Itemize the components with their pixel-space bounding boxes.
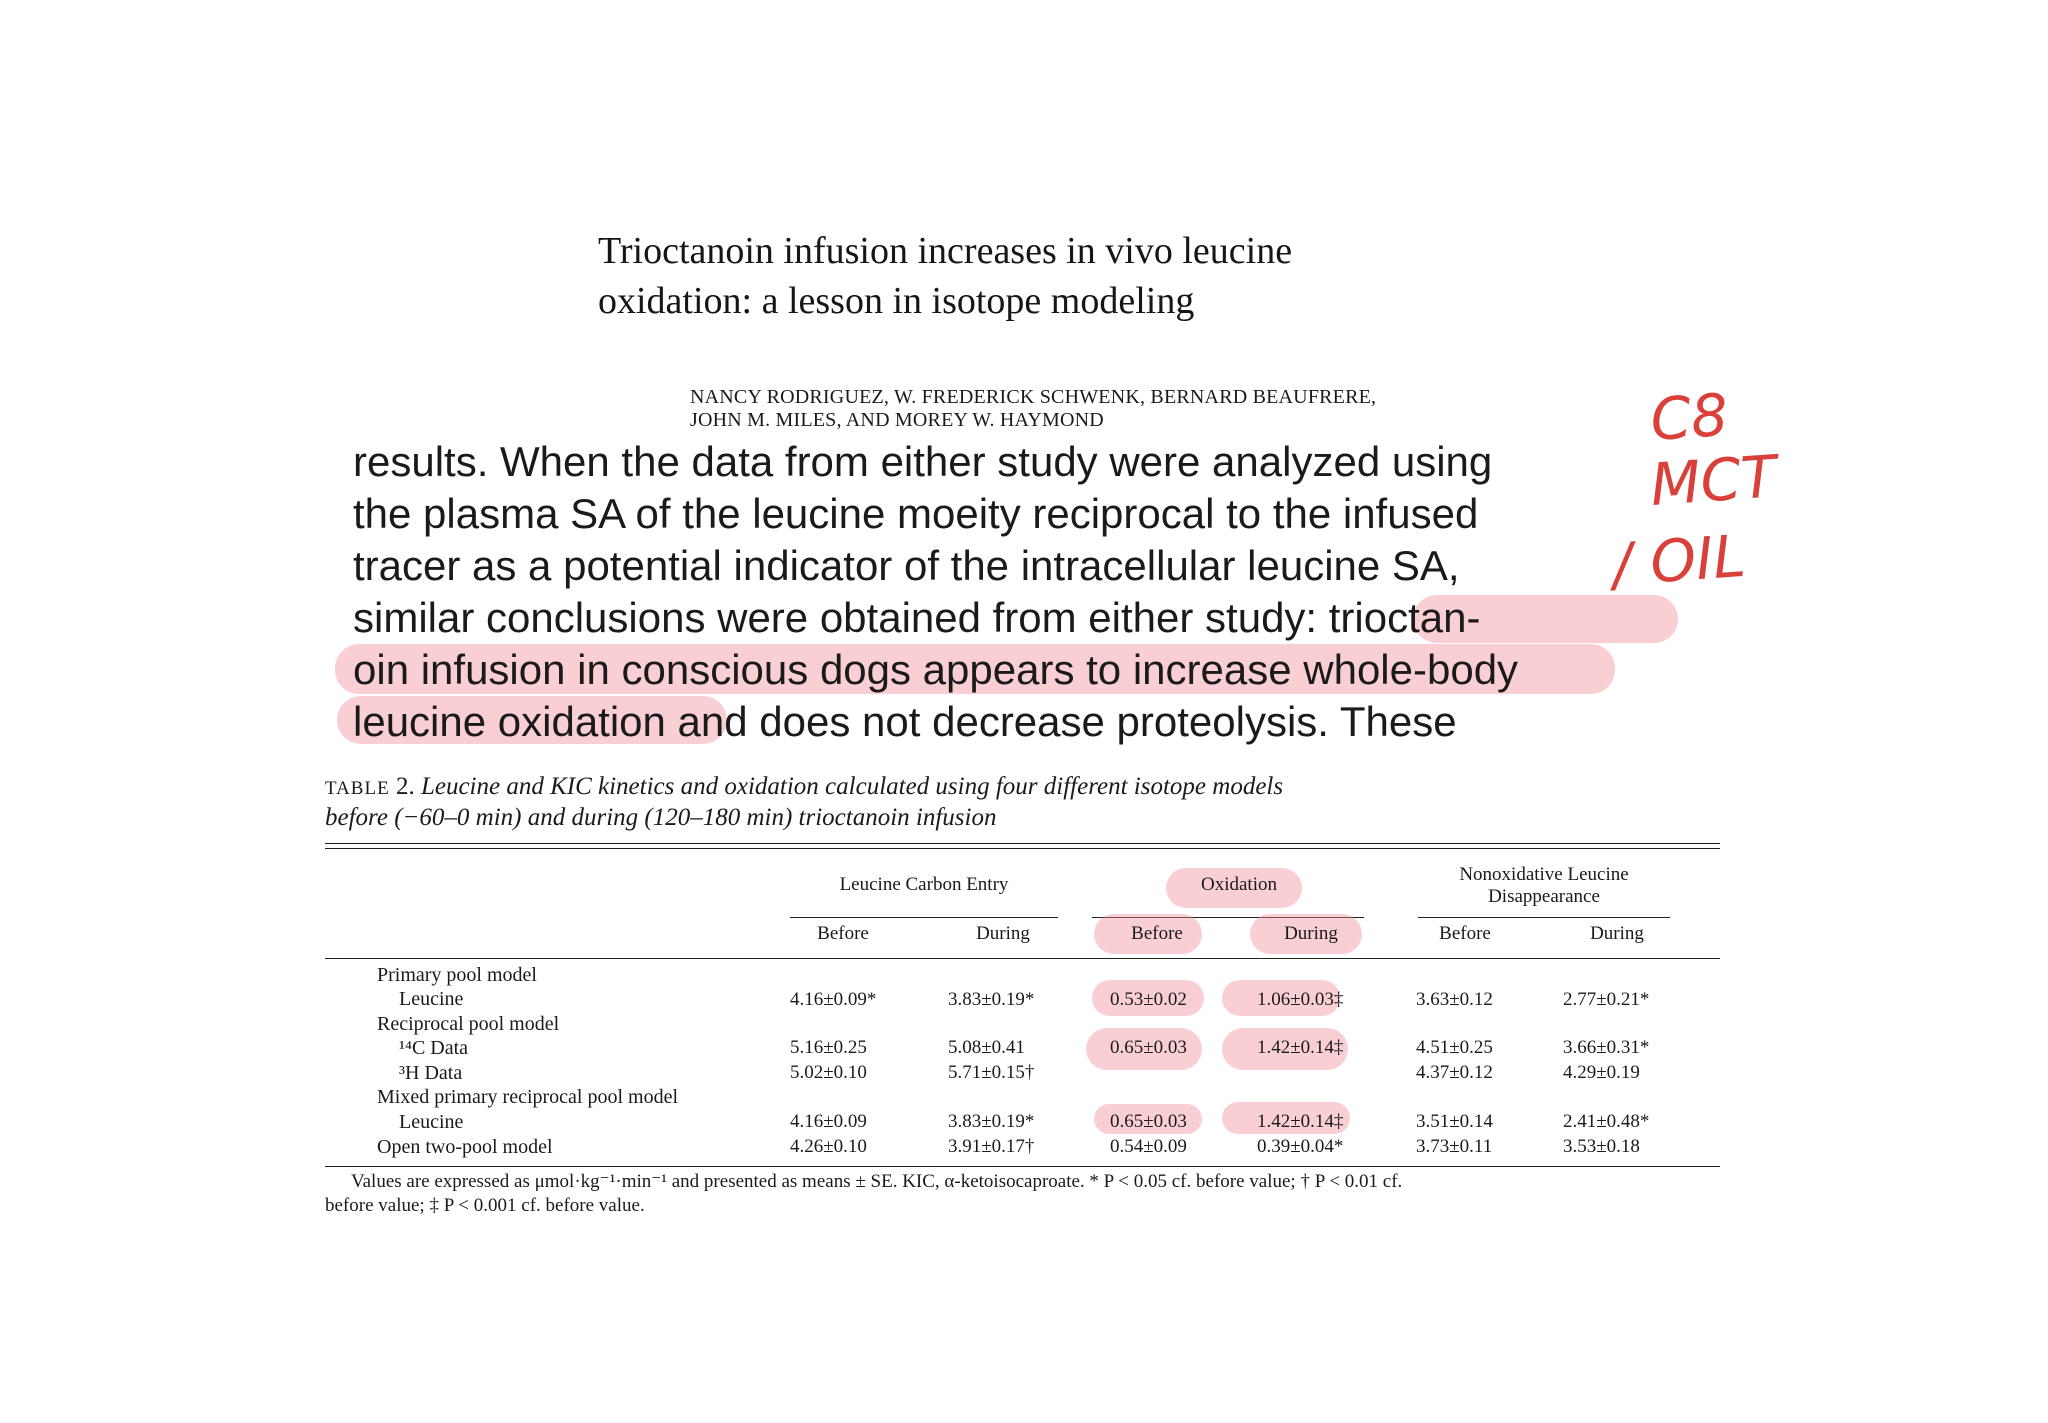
annotation-line-2: MCT: [1648, 442, 1779, 519]
col-header-before: Before: [1439, 923, 1491, 944]
caption-line-1: Leucine and KIC kinetics and oxidation calculated using four different isotope models: [420, 773, 1284, 800]
table-cell: 4.16±0.09*: [790, 989, 877, 1010]
col-header-before: Before: [1131, 923, 1183, 944]
excerpt-line: tracer as a potential indicator of the intracellular leucine SA,: [353, 542, 1460, 589]
row-label: Leucine: [399, 988, 464, 1010]
table-top-rule: [325, 848, 1720, 849]
col-header-during: During: [976, 923, 1030, 944]
table-cell: 3.66±0.31*: [1563, 1037, 1650, 1058]
table-cell: 3.91±0.17†: [948, 1136, 1035, 1157]
footnote-line-1: Values are expressed as μmol·kg⁻¹·min⁻¹ and presented as means ± SE. KIC, α-ketoisocaproate. * P < 0.05 cf. before value; † P < 0.01 cf.: [351, 1171, 1403, 1192]
table-cell: 5.02±0.10: [790, 1062, 867, 1083]
row-label: Reciprocal pool model: [377, 1013, 560, 1035]
authors-line-2: JOHN M. MILES, AND MOREY W. HAYMOND: [690, 409, 1104, 431]
table-cell: 1.06±0.03‡: [1257, 989, 1344, 1010]
row-label: ³H Data: [399, 1062, 463, 1084]
table-label: TABLE: [325, 778, 390, 799]
table-number: 2.: [395, 773, 415, 800]
row-label: ¹⁴C Data: [399, 1037, 469, 1059]
table-cell: 0.65±0.03: [1110, 1037, 1187, 1058]
nonox-header-line-2: Disappearance: [1488, 886, 1600, 907]
group-rule-carbon: [790, 917, 1058, 918]
col-header-during: During: [1284, 923, 1338, 944]
table-cell: 5.08±0.41: [948, 1037, 1025, 1058]
col-header-before: Before: [817, 923, 869, 944]
col-header-during: During: [1590, 923, 1644, 944]
row-label: Mixed primary reciprocal pool model: [377, 1086, 679, 1108]
excerpt-line: the plasma SA of the leucine moeity reciprocal to the infused: [353, 490, 1479, 537]
author-list: [690, 386, 1376, 432]
table-cell: 3.83±0.19*: [948, 1111, 1035, 1132]
table-caption: [325, 772, 1283, 832]
authors-line-1: NANCY RODRIGUEZ, W. FREDERICK SCHWENK, BERNARD BEAUFRERE,: [690, 386, 1377, 408]
title-line-2: oxidation: a lesson in isotope modeling: [598, 280, 1195, 322]
header-bottom-rule: [325, 958, 1720, 959]
table-cell: 0.39±0.04*: [1257, 1136, 1344, 1157]
title-line-1: Trioctanoin infusion increases in vivo leucine: [598, 230, 1293, 272]
table-cell: 5.16±0.25: [790, 1037, 867, 1058]
excerpt-line: leucine oxidation and does not decrease proteolysis. These: [353, 698, 1457, 745]
table-cell: 4.37±0.12: [1416, 1062, 1493, 1083]
row-label: Primary pool model: [377, 964, 537, 986]
table-cell: 0.54±0.09: [1110, 1136, 1187, 1157]
table-cell: 1.42±0.14‡: [1257, 1037, 1344, 1058]
table-cell: 5.71±0.15†: [948, 1062, 1035, 1083]
handwritten-annotation: [1600, 380, 1800, 630]
group-rule-nonox: [1418, 917, 1670, 918]
table-top-rule: [325, 843, 1720, 844]
table-cell: 1.42±0.14‡: [1257, 1111, 1344, 1132]
table-cell: 0.65±0.03: [1110, 1111, 1187, 1132]
footnote-line-2: before value; ‡ P < 0.001 cf. before value.: [325, 1195, 645, 1216]
table-cell: 0.53±0.02: [1110, 989, 1187, 1010]
row-label: Leucine: [399, 1111, 464, 1133]
table-cell: 4.29±0.19: [1563, 1062, 1640, 1083]
caption-line-2: before (−60–0 min) and during (120–180 min) trioctanoin infusion: [325, 804, 997, 831]
table-cell: 3.73±0.11: [1416, 1136, 1493, 1157]
excerpt-line: similar conclusions were obtained from either study: trioctan-: [353, 594, 1481, 641]
table-cell: 4.51±0.25: [1416, 1037, 1493, 1058]
table-cell: 3.51±0.14: [1416, 1111, 1493, 1132]
excerpt-line: oin infusion in conscious dogs appears to increase whole-body: [353, 646, 1519, 693]
article-title: [598, 226, 1418, 326]
excerpt-line: results. When the data from either study were analyzed using: [353, 438, 1493, 485]
table-cell: 4.26±0.10: [790, 1136, 867, 1157]
nonox-header-line-1: Nonoxidative Leucine: [1459, 864, 1629, 885]
table-cell: 2.41±0.48*: [1563, 1111, 1650, 1132]
table-cell: 3.63±0.12: [1416, 989, 1493, 1010]
table-cell: 3.53±0.18: [1563, 1136, 1640, 1157]
group-header-nonoxidative: [1410, 864, 1678, 908]
table-cell: 3.83±0.19*: [948, 989, 1035, 1010]
table-footnote: [325, 1170, 1725, 1218]
table-cell: 4.16±0.09: [790, 1111, 867, 1132]
table-bottom-rule: [325, 1166, 1720, 1167]
annotation-line-1: C8: [1648, 380, 1731, 454]
row-label: Open two-pool model: [377, 1136, 553, 1158]
group-header-oxidation: Oxidation: [1201, 874, 1277, 895]
table-cell: 2.77±0.21*: [1563, 989, 1650, 1010]
annotation-line-3: / OIL: [1610, 521, 1748, 599]
group-header-carbon-entry: Leucine Carbon Entry: [839, 874, 1009, 895]
